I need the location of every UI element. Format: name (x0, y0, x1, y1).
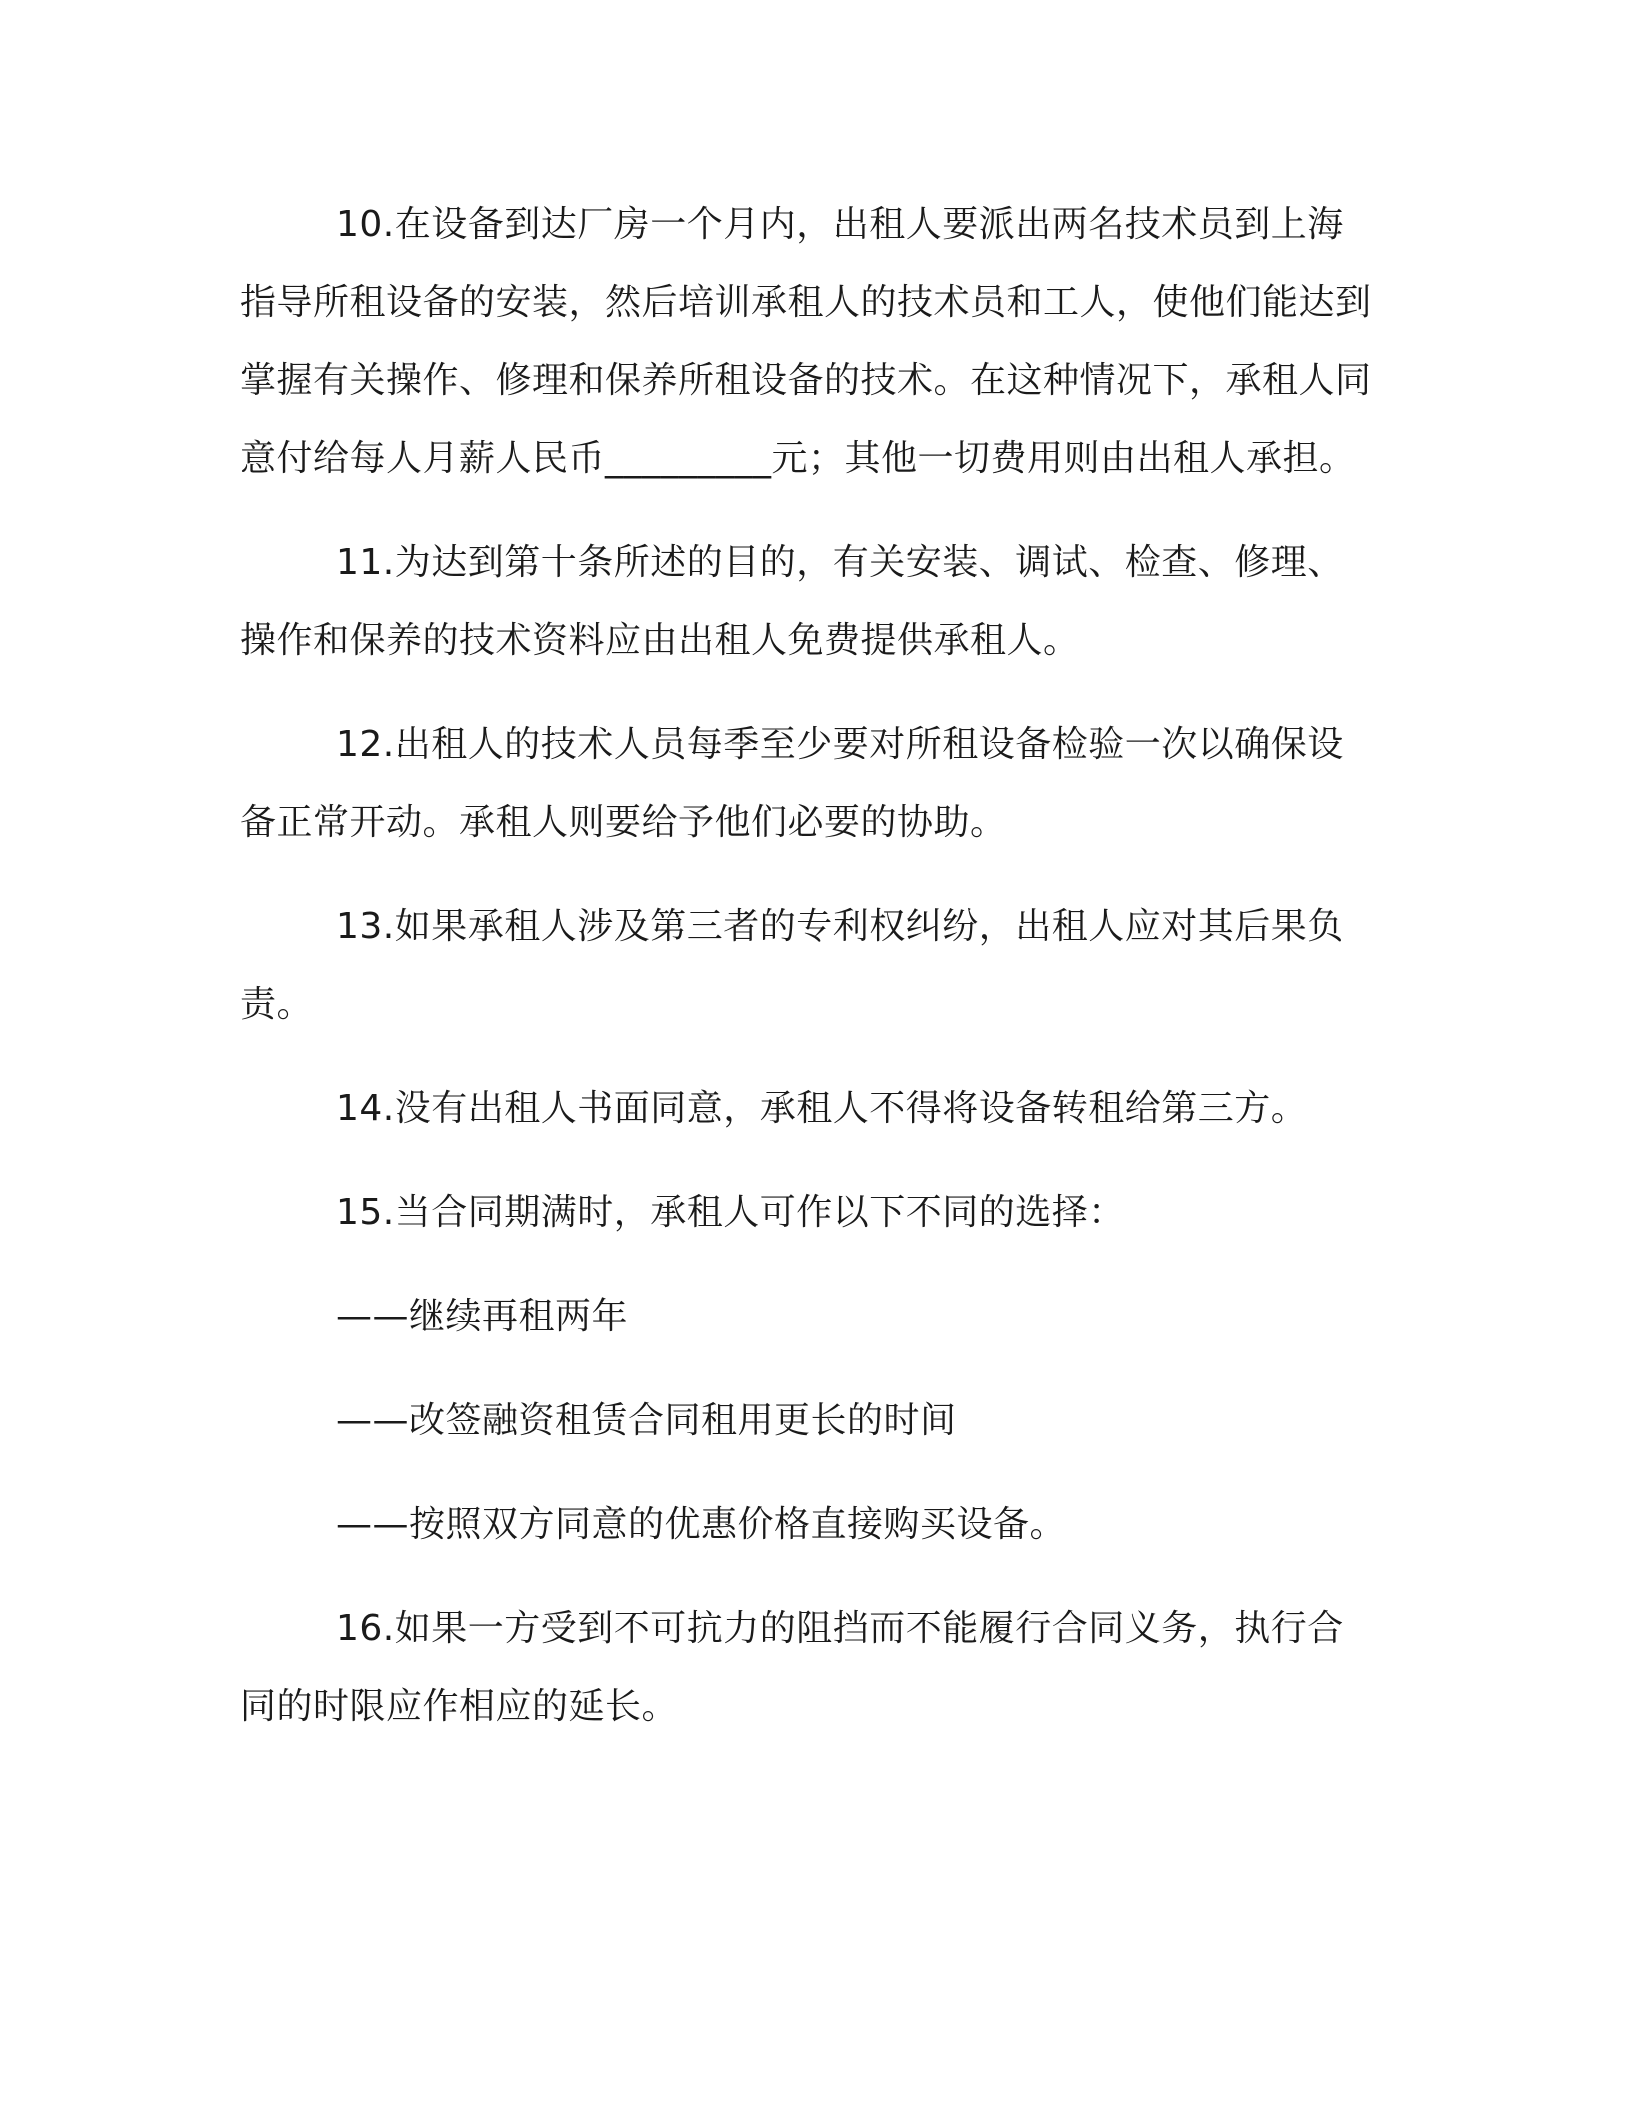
clause-13: 13.如果承租人涉及第三者的专利权纠纷，出租人应对其后果负责。 (240, 906, 1344, 1025)
option-finance-lease: ——改签融资租赁合同租用更长的时间 (336, 1400, 957, 1441)
clause-16: 16.如果一方受到不可抗力的阻挡而不能履行合同义务，执行合同的时限应作相应的延长。 (240, 1608, 1344, 1727)
clause-10: 10.在设备到达厂房一个月内，出租人要派出两名技术员到上海指导所租设备的安装，然后培训承租人的技术员和工人，使他们能达到掌握有关操作、修理和保养所租设备的技术。在这种情况下，承租人同意付给每人月薪人民币_________元；其他一切费用则由出租人承担。 (240, 204, 1372, 479)
clause-15: 15.当合同期满时，承租人可作以下不同的选择： (336, 1192, 1125, 1233)
option-purchase: ——按照双方同意的优惠价格直接购买设备。 (336, 1504, 1067, 1545)
option-renew: ——继续再租两年 (336, 1296, 629, 1337)
clause-12: 12.出租人的技术人员每季至少要对所租设备检验一次以确保设备正常开动。承租人则要给予他们必要的协助。 (240, 724, 1344, 843)
document-body (240, 186, 1380, 1746)
clause-14: 14.没有出租人书面同意，承租人不得将设备转租给第三方。 (336, 1088, 1308, 1129)
clause-11: 11.为达到第十条所述的目的，有关安装、调试、检查、修理、操作和保养的技术资料应由出租人免费提供承租人。 (240, 542, 1344, 661)
